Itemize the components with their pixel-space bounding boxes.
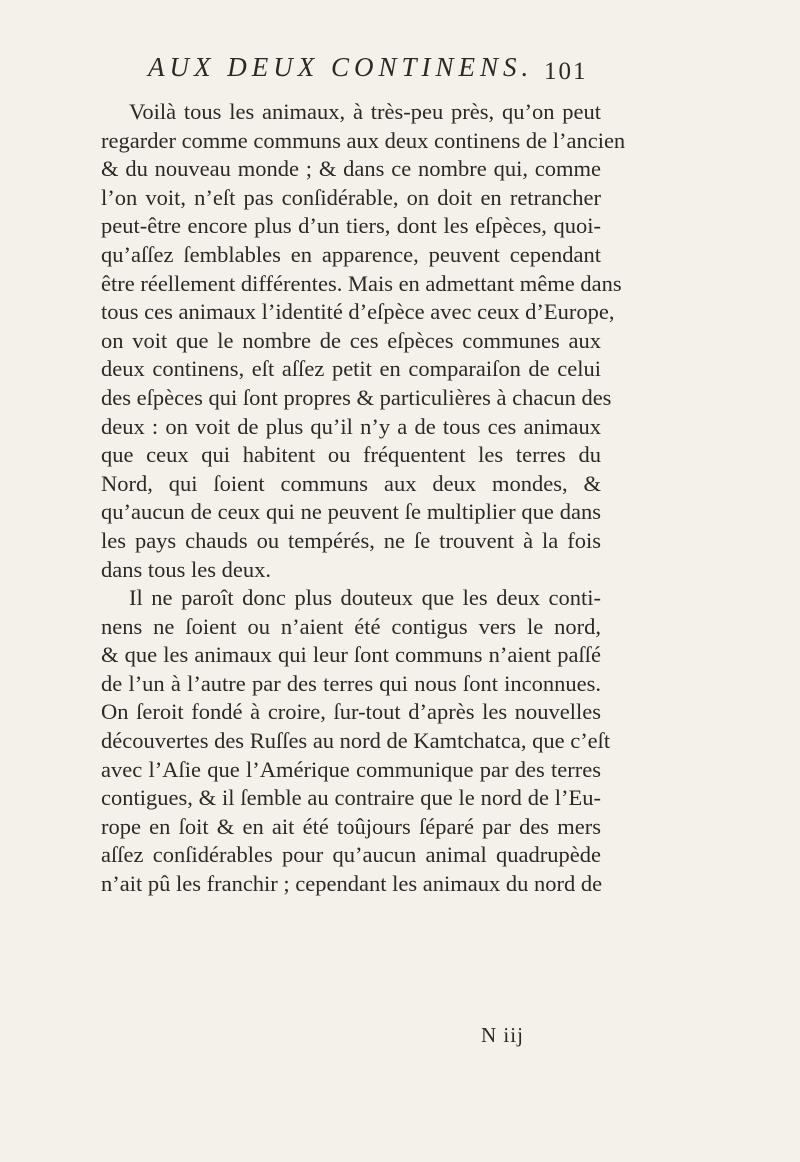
text-line: qu’aſſez ſemblables en apparence, peuvent cependant [101, 241, 601, 267]
text-line: l’on voit, n’eſt pas conſidérable, on doit en retrancher [101, 184, 601, 210]
text-line: les pays chauds ou tempérés, ne ſe trouvent à la fois [101, 527, 601, 553]
text-line: avec l’Aſie que l’Amérique communique par des terres [101, 756, 601, 782]
text-line: tous ces animaux l’identité d’eſpèce avec ceux d’Europe, [101, 299, 615, 325]
paragraph-2 [101, 584, 611, 899]
text-line: contigues, & il ſemble au contraire que le nord de l’Eu- [101, 785, 601, 811]
text-line: n’ait pû les franchir ; cependant les animaux du nord de [101, 871, 603, 897]
text-line: Il ne paroît donc plus douteux que les deux conti- [129, 585, 601, 611]
text-line: découvertes des Ruſſes au nord de Kamtchatca, que c’eſt [101, 728, 611, 754]
signature-mark: N iij [481, 1023, 524, 1047]
text-line: Voilà tous les animaux, à très-peu près, qu’on peut [129, 99, 601, 124]
text-line: de l’un à l’autre par des terres qui nous ſont inconnues. [101, 670, 601, 696]
paragraph-1 [101, 98, 626, 584]
text-line: & du nouveau monde ; & dans ce nombre qui, comme [101, 156, 601, 182]
text-line: dans tous les deux. [101, 556, 271, 582]
page-number: 101 [544, 58, 588, 85]
text-line: nens ne ſoient ou n’aient été contigus vers le nord, [101, 613, 601, 639]
text-line: regarder comme communs aux deux continens de l’ancien [101, 127, 626, 153]
text-line: Nord, qui ſoient communs aux deux mondes, & [101, 470, 601, 496]
text-line: des eſpèces qui ſont propres & particulières à chacun des [101, 384, 612, 410]
text-line: être réellement différentes. Mais en admettant même dans [101, 270, 622, 296]
text-line: deux continens, eſt aſſez petit en comparaiſon de celui [101, 356, 601, 382]
running-head: AUX DEUX CONTINENS. [148, 52, 534, 82]
text-line: on voit que le nombre de ces eſpèces communes aux [101, 327, 601, 353]
text-line: rope en ſoit & en ait été toûjours ſéparé par des mers [101, 813, 601, 839]
text-line: peut-être encore plus d’un tiers, dont les eſpèces, quoi- [101, 213, 601, 239]
text-line: deux : on voit de plus qu’il n’y a de tous ces animaux [101, 413, 601, 439]
text-line: & que les animaux qui leur ſont communs n’aient paſſé [101, 642, 601, 668]
text-line: qu’aucun de ceux qui ne peuvent ſe multiplier que dans [101, 499, 601, 525]
text-line: On ſeroit fondé à croire, ſur-tout d’après les nouvelles [101, 699, 601, 725]
text-line: que ceux qui habitent ou fréquentent les terres du [101, 442, 601, 468]
body-text [101, 98, 626, 899]
text-line: aſſez conſidérables pour qu’aucun animal quadrupède [101, 842, 601, 868]
